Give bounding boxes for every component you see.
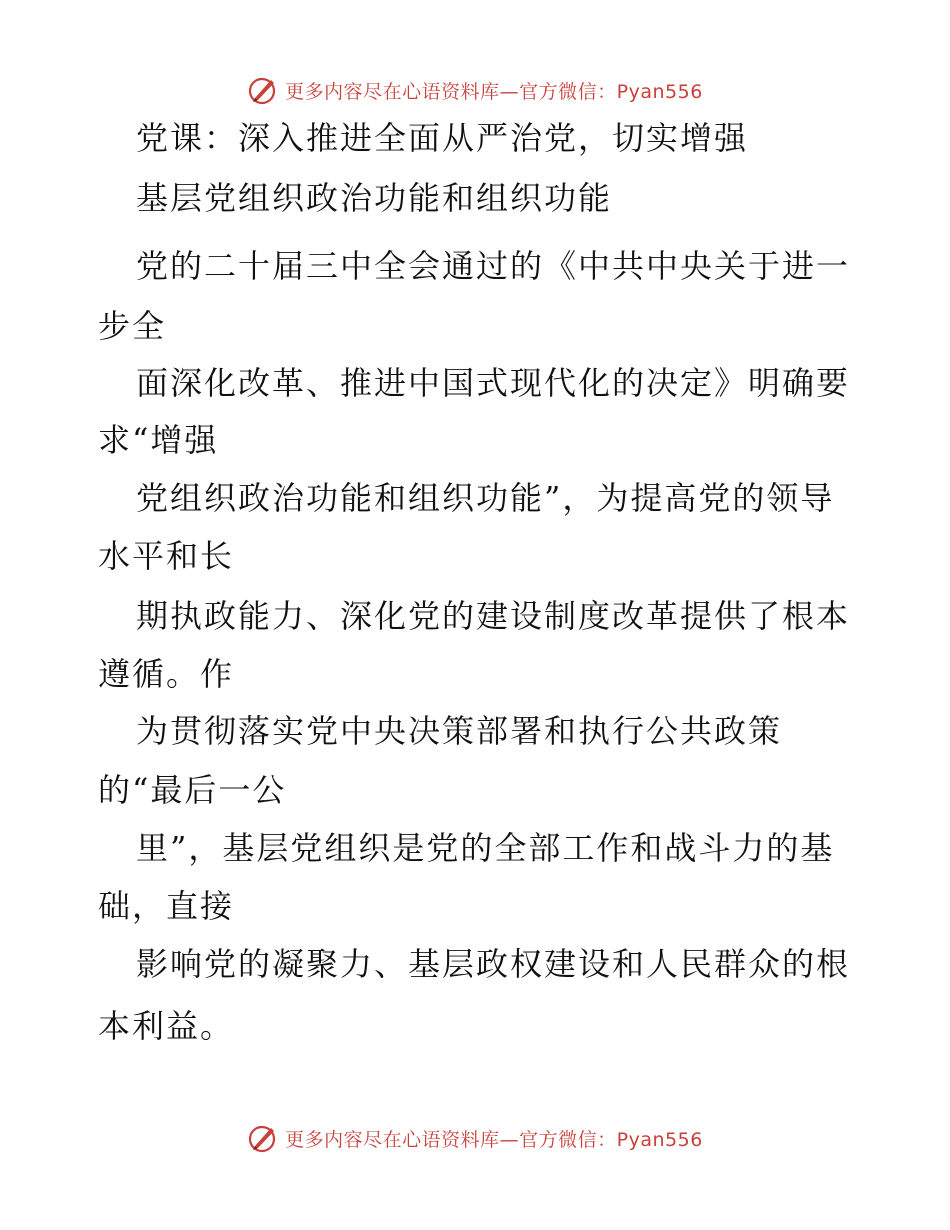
footer-banner-text: 更多内容尽在心语资料库—官方微信：Pyan556 (285, 1128, 703, 1151)
quill-pen-circle-icon (247, 1122, 279, 1154)
text-line: 影响党的凝聚力、基层政权建设和人民群众的根 (136, 945, 851, 983)
footer-banner (0, 1118, 950, 1158)
header-banner (0, 70, 950, 110)
text-line: 里”，基层党组织是党的全部工作和战斗力的基 (136, 829, 835, 867)
text-line: 求“增强 (98, 421, 219, 459)
text-line: 期执政能力、深化党的建设制度改革提供了根本 (136, 597, 851, 635)
text-line: 步全 (98, 307, 167, 345)
text-line: 水平和长 (98, 537, 235, 575)
text-line: 遵循。作 (98, 655, 235, 693)
text-line: 党课：深入推进全面从严治党，切实增强 (136, 119, 749, 157)
text-line: 础，直接 (98, 887, 235, 925)
text-line: 基层党组织政治功能和组织功能 (136, 179, 613, 217)
header-banner-text: 更多内容尽在心语资料库—官方微信：Pyan556 (285, 80, 703, 103)
text-line: 党的二十届三中全会通过的《中共中央关于进一 (136, 247, 851, 285)
text-line: 本利益。 (98, 1007, 235, 1045)
quill-pen-circle-icon (247, 74, 279, 106)
text-line: 党组织政治功能和组织功能”，为提高党的领导 (136, 479, 835, 517)
text-line: 的“最后一公 (98, 771, 287, 809)
text-line: 为贯彻落实党中央决策部署和执行公共政策 (136, 712, 783, 750)
text-line: 面深化改革、推进中国式现代化的决定》明确要 (136, 364, 851, 402)
